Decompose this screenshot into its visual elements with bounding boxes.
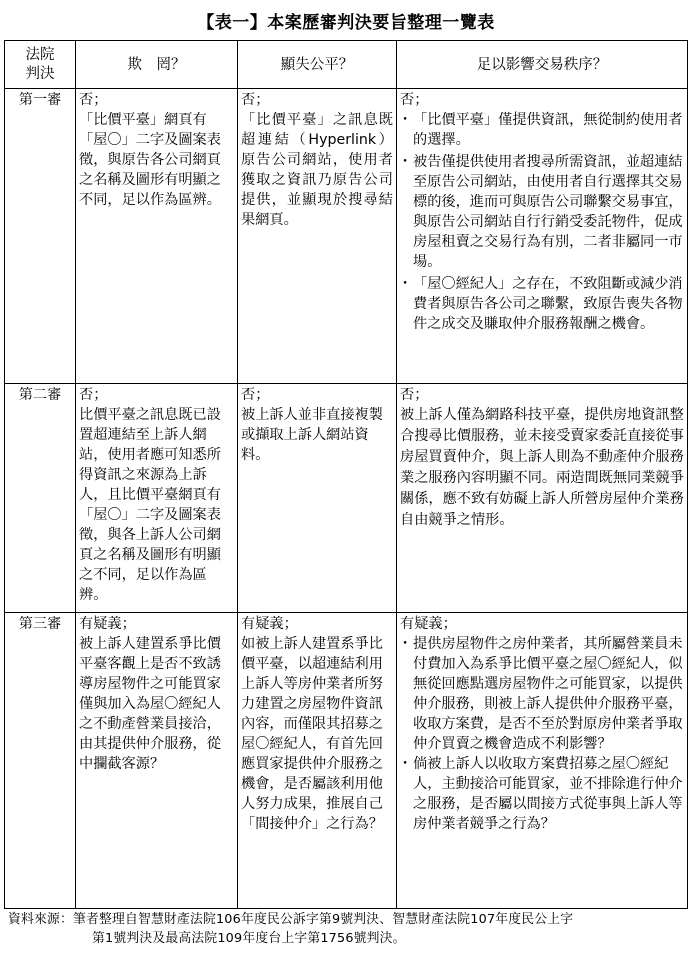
source-note-line1: 筆者整理自智慧財產法院106年度民公訴字第9號判決、智慧財產法院107年度民公上字 <box>72 912 574 927</box>
header-row <box>5 41 688 89</box>
cell-trade-order-second: 否； 被上訴人僅為網路科技平臺，提供房地資訊整合搜尋比價服務，並未接受賣家委託直接從事房屋買賣仲介，與上訴人則為不動產仲介服務業之服務內容明顯不同。兩造間既無同業競爭關係，應不致有妨礙上訴人所營房屋仲介業務自由競爭之情形。 <box>397 384 688 613</box>
list-item: ・ 「屋〇經紀人」之存在，不致阻斷或減少消費者與原告各公司之聯繫，致原告喪失各物件之成交及賺取仲介服務報酬之機會。 <box>400 274 684 334</box>
row-label-second-instance: 第二審 <box>5 384 76 613</box>
cell-unfair-third: 有疑義； 如被上訴人建置系爭比價平臺，以超連結利用上訴人等房仲業者所努力建置之房屋物件資訊內容，而僅限其招募之屋〇經紀人，有首先回應買家提供仲介服務之機會，是否屬該利用他人努力成果，推展自己「間接仲介」之行為？ <box>238 613 397 909</box>
bullet-list <box>400 634 684 834</box>
table-title: 【表一】本案歷審判決要旨整理一覽表 <box>197 13 495 33</box>
header-unfair: 顯失公平？ <box>238 41 397 89</box>
table-row-third-instance <box>5 613 688 909</box>
cell-unfair-first: 否； 「比價平臺」之訊息既超連結（Hyperlink）原告公司網站，使用者獲取之資訊乃原告公司提供，並顯現於搜尋結果網頁。 <box>238 89 397 384</box>
cell-trade-order-first: 否； ・ 「比價平臺」僅提供資訊，無從制約使用者的選擇。 ・ 被告僅提供使用者搜尋所需資訊，並超連結至原告公司網站，由使用者自行選擇其交易標的後，進而可與原告公司聯繫交易事宜，與原告公司網站自行行銷受委託物件，促成房屋租賣之交易行為有別，二者非屬同一市場。 ・ 「屋〇經紀人」之存在，不致阻斷或減少消費者與原告各公司之聯繫，致原告喪失各物件之成交及賺取仲介服務報酬之機會。 <box>397 89 688 384</box>
list-item: ・ 被告僅提供使用者搜尋所需資訊，並超連結至原告公司網站，由使用者自行選擇其交易標的後，進而可與原告公司聯繫交易事宜，與原告公司網站自行行銷受委託物件，促成房屋租賣之交易行為有別，二者非屬同一市場。 <box>400 152 684 272</box>
cell-trade-order-third: 有疑義； ・ 提供房屋物件之房仲業者，其所屬營業員未付費加入為系爭比價平臺之屋〇經紀人，似無從回應點選房屋物件之可能買家，以提供仲介服務，則被上訴人提供仲介服務平臺，收取方案費，是否不至於對原房仲業者爭取仲介買賣之機會造成不利影響？ ・ 倘被上訴人以收取方案費招募之屋〇經紀人，主動接洽可能買家，並不排除進行仲介之服務，是否屬以間接方式從事與上訴人等房仲業者競爭之行為？ <box>397 613 688 909</box>
header-court-judgment: 法院 判決 <box>5 41 76 89</box>
list-item: ・ 「比價平臺」僅提供資訊，無從制約使用者的選擇。 <box>400 110 684 150</box>
table-row-first-instance <box>5 89 688 384</box>
row-label-third-instance: 第三審 <box>5 613 76 909</box>
header-trade-order: 足以影響交易秩序？ <box>397 41 688 89</box>
source-note-prefix: 資料來源： <box>8 912 73 927</box>
list-item: ・ 提供房屋物件之房仲業者，其所屬營業員未付費加入為系爭比價平臺之屋〇經紀人，似無從回應點選房屋物件之可能買家，以提供仲介服務，則被上訴人提供仲介服務平臺，收取方案費，是否不至於對原房仲業者爭取仲介買賣之機會造成不利影響？ <box>400 634 684 754</box>
cell-deceit-second: 否； 比價平臺之訊息既已設置超連結至上訴人網站，使用者應可知悉所得資訊之來源為上訴人，且比價平臺網頁有「屋〇」二字及圖案表徵，與各上訴人公司網頁之名稱及圖形有明顯之不同，足以作為區辨。 <box>76 384 238 613</box>
cell-deceit-first: 否； 「比價平臺」網頁有「屋〇」二字及圖案表徵，與原告各公司網頁之名稱及圖形有明顯之不同，足以作為區辨。 <box>76 89 238 384</box>
cell-deceit-third: 有疑義； 被上訴人建置系爭比價平臺客觀上是否不致誘導房屋物件之可能買家僅與加入為屋〇經紀人之不動產營業員接洽，由其提供仲介服務，從中攔截客源？ <box>76 613 238 909</box>
judgment-summary-table <box>4 40 688 909</box>
cell-unfair-second: 否； 被上訴人並非直接複製或擷取上訴人網站資料。 <box>238 384 397 613</box>
row-label-first-instance: 第一審 <box>5 89 76 384</box>
source-note-line2: 第1號判決及最高法院109年度台上字第1756號判決。 <box>92 931 406 946</box>
header-deceit: 欺 罔？ <box>76 41 238 89</box>
list-item: ・ 倘被上訴人以收取方案費招募之屋〇經紀人，主動接洽可能買家，並不排除進行仲介之服務，是否屬以間接方式從事與上訴人等房仲業者競爭之行為？ <box>400 754 684 834</box>
source-note <box>8 910 686 948</box>
table-row-second-instance <box>5 384 688 613</box>
bullet-list <box>400 110 684 334</box>
